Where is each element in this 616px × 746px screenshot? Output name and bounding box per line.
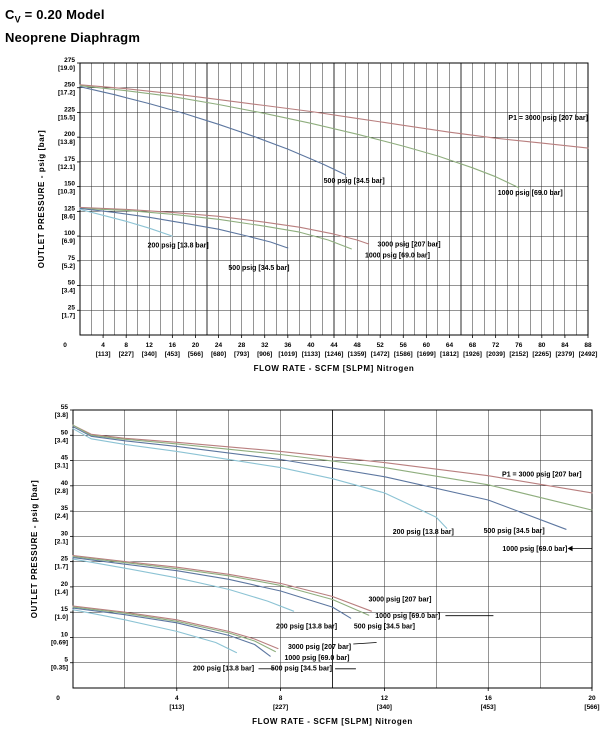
x-tick-sub: [227] — [118, 351, 134, 358]
y-tick-sub: [0.69] — [51, 639, 68, 647]
x-axis-title: FLOW RATE - SCFM [SLPM] Nitrogen — [252, 717, 413, 726]
x-tick-sub: [1699] — [416, 351, 436, 358]
y-tick-sub: [13.8] — [58, 139, 75, 147]
x-tick: 44 — [330, 342, 338, 349]
curve-label: 1000 psig [69.0 bar] — [497, 190, 563, 198]
x-tick: 0 — [63, 342, 67, 349]
x-tick-sub: [566] — [584, 704, 600, 711]
curve-label: 500 psig [34.5 bar] — [323, 178, 385, 186]
x-tick-sub: [1359] — [347, 351, 367, 358]
x-tick: 4 — [174, 695, 179, 702]
y-tick: 55 — [60, 404, 68, 411]
leader-line — [573, 510, 593, 548]
x-tick: 88 — [584, 342, 592, 349]
curve-label: P1 = 3000 psig [207 bar] — [502, 471, 582, 479]
x-tick-sub: [1133] — [301, 351, 321, 358]
x-tick: 72 — [492, 342, 500, 349]
y-tick: 20 — [60, 580, 68, 588]
series-curve — [73, 556, 371, 612]
y-tick-sub: [1.4] — [54, 588, 68, 596]
x-tick-sub: [1472] — [370, 351, 390, 358]
y-tick: 25 — [60, 555, 68, 563]
x-tick: 56 — [399, 342, 407, 349]
series-curve — [73, 607, 275, 652]
x-tick: 36 — [284, 342, 292, 349]
y-tick-sub: [1.7] — [54, 563, 68, 571]
y-tick-sub: [6.9] — [61, 238, 75, 246]
y-tick: 35 — [60, 505, 68, 513]
y-tick: 100 — [64, 230, 75, 238]
x-tick-sub: [566] — [187, 351, 204, 358]
y-tick-sub: [1.0] — [54, 614, 68, 622]
series-curve — [73, 427, 566, 530]
y-tick: 5 — [64, 656, 68, 664]
y-tick: 75 — [67, 254, 75, 262]
y-tick-sub: [3.4] — [61, 287, 75, 295]
curve-label: 1000 psig [69.0 bar] — [375, 613, 441, 621]
y-tick-sub: [5.2] — [61, 262, 75, 270]
y-tick: 50 — [60, 429, 68, 437]
curve-label: 200 psig [13.8 bar] — [192, 665, 255, 673]
x-tick: 0 — [56, 695, 60, 702]
y-tick-sub: [19.0] — [58, 65, 75, 72]
x-tick: 8 — [278, 695, 283, 702]
page-title — [5, 7, 105, 25]
x-tick: 28 — [238, 342, 246, 349]
x-axis-title: FLOW RATE - SCFM [SLPM] Nitrogen — [253, 364, 415, 373]
x-tick-sub: [113] — [169, 704, 185, 711]
x-tick-sub: [2039] — [486, 351, 506, 358]
y-tick-sub: [0.35] — [51, 664, 68, 672]
leader-arrowhead-icon — [568, 546, 573, 552]
series-curve — [80, 87, 346, 175]
x-tick: 48 — [353, 342, 361, 349]
x-tick: 80 — [538, 342, 546, 349]
y-tick-sub: [3.4] — [54, 437, 68, 445]
curve-label: 1000 psig [69.0 bar] — [365, 252, 430, 260]
y-tick: 225 — [64, 106, 75, 114]
y-tick-sub: [8.6] — [61, 213, 75, 221]
curve-label: 500 psig [34.5 bar] — [483, 527, 545, 535]
cv-subscript: V — [14, 14, 21, 25]
curve-label: 200 psig [13.8 bar] — [276, 623, 338, 631]
series-curve — [80, 207, 369, 244]
x-tick: 12 — [380, 695, 389, 702]
x-tick: 16 — [484, 695, 492, 702]
x-tick: 40 — [307, 342, 315, 349]
y-tick: 45 — [60, 454, 68, 462]
x-tick-sub: [453] — [480, 704, 496, 711]
x-tick-sub: [453] — [164, 351, 180, 358]
y-axis-title: OUTLET PRESSURE - psig [bar] — [30, 479, 39, 619]
x-tick: 12 — [145, 342, 153, 349]
curve-label: 1000 psig [69.0 bar] — [502, 545, 568, 553]
x-tick-sub: [906] — [257, 351, 273, 358]
curve-label: 200 psig [13.8 bar] — [147, 242, 209, 250]
curve-label: 500 psig [34.5 bar] — [353, 623, 415, 631]
x-tick-sub: [1019] — [278, 351, 298, 358]
y-tick: 250 — [64, 81, 75, 89]
y-tick: 275 — [64, 57, 75, 64]
x-tick-sub: [2152] — [509, 351, 529, 358]
x-tick: 4 — [101, 342, 105, 349]
y-tick-sub: [10.3] — [58, 188, 75, 196]
flow-curve-chart-high-range — [0, 55, 616, 398]
x-tick-sub: [1586] — [393, 351, 413, 358]
y-tick: 125 — [64, 205, 75, 213]
y-tick-sub: [2.8] — [54, 487, 68, 495]
curve-label: P1 = 3000 psig [207 bar] — [508, 114, 588, 122]
curve-label: 3000 psig [207 bar] — [288, 644, 352, 652]
series-curve — [73, 559, 294, 611]
x-tick-sub: [1926] — [463, 351, 482, 358]
series-curve — [73, 557, 369, 616]
x-tick: 24 — [214, 342, 223, 349]
x-tick-sub: [2492] — [578, 351, 598, 358]
y-tick-sub: [17.2] — [58, 89, 75, 97]
y-tick-sub: [12.1] — [58, 163, 75, 171]
x-tick: 68 — [468, 342, 477, 349]
x-tick: 64 — [445, 342, 454, 349]
x-tick: 8 — [124, 342, 128, 349]
x-tick-sub: [1246] — [324, 351, 344, 358]
y-tick: 200 — [64, 131, 75, 139]
y-tick-sub: [3.8] — [54, 412, 68, 419]
x-tick: 32 — [261, 342, 269, 349]
y-tick: 150 — [64, 180, 75, 188]
x-tick: 20 — [191, 342, 200, 349]
y-axis-title: OUTLET PRESSURE - psig [bar] — [37, 129, 46, 269]
x-tick-sub: [227] — [273, 704, 289, 711]
x-tick-sub: [1812] — [440, 351, 459, 358]
y-tick-sub: [3.1] — [54, 462, 68, 470]
curve-label: 500 psig [34.5 bar] — [228, 265, 290, 273]
y-tick: 40 — [60, 479, 68, 487]
x-tick-sub: [113] — [95, 351, 111, 358]
x-tick: 60 — [422, 342, 430, 349]
x-tick: 76 — [515, 342, 523, 349]
x-tick: 84 — [561, 342, 569, 349]
y-tick: 30 — [60, 530, 68, 538]
curve-label: 3000 psig [207 bar] — [368, 596, 432, 604]
y-tick: 10 — [60, 631, 68, 639]
cv-suffix: = 0.20 Model — [20, 7, 105, 22]
x-tick-sub: [2379] — [555, 351, 575, 358]
y-tick-sub: [2.1] — [54, 538, 68, 546]
y-tick-sub: [2.4] — [54, 513, 68, 521]
flow-curve-chart-low-range — [0, 398, 616, 746]
x-tick: 52 — [376, 342, 384, 349]
y-tick-sub: [15.5] — [58, 114, 75, 122]
curve-label: 1000 psig [69.0 bar] — [284, 655, 350, 663]
x-tick-sub: [680] — [210, 351, 227, 358]
x-tick-sub: [340] — [141, 351, 157, 358]
y-tick-sub: [1.7] — [61, 312, 75, 320]
y-tick: 25 — [67, 304, 75, 312]
x-tick-sub: [793] — [234, 351, 250, 358]
x-tick: 20 — [588, 695, 596, 702]
x-tick-sub: [340] — [376, 704, 392, 711]
cv-prefix: C — [5, 7, 15, 22]
y-tick: 50 — [67, 279, 75, 287]
x-tick-sub: [2265] — [532, 351, 552, 358]
leader-line — [353, 643, 376, 645]
curve-label: 200 psig [13.8 bar] — [392, 528, 454, 536]
x-tick: 16 — [168, 342, 176, 349]
page-subtitle: Neoprene Diaphragm — [5, 30, 141, 45]
curve-label: 3000 psig [207 bar] — [377, 241, 441, 249]
y-tick: 175 — [64, 155, 75, 163]
y-tick: 15 — [60, 606, 68, 614]
curve-label: 500 psig [34.5 bar] — [270, 665, 332, 673]
